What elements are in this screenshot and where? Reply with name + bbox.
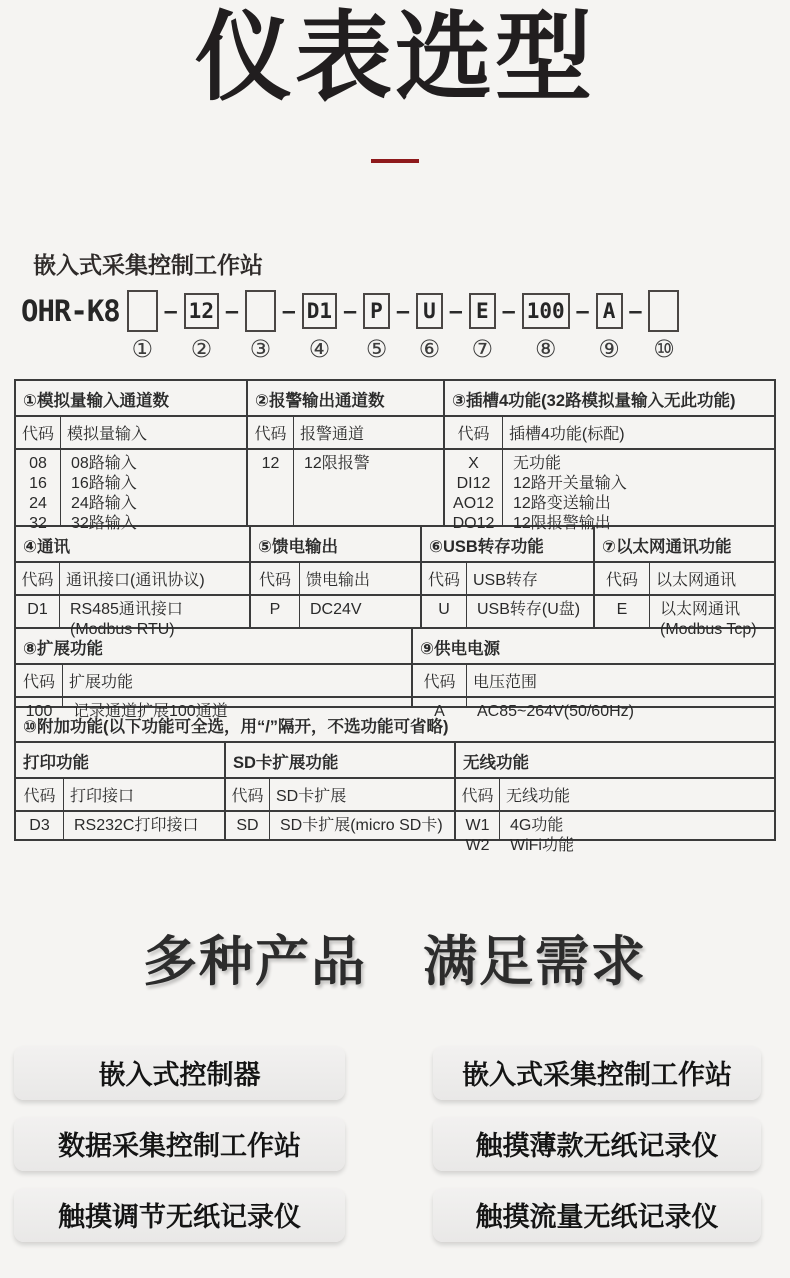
code-column [16, 812, 64, 839]
code-header: 代码 [16, 417, 61, 448]
code-header: 代码 [16, 779, 64, 810]
segment-number-9: ⑨ [598, 335, 620, 363]
model-segment-1 [127, 290, 158, 363]
code-value: DO12 [452, 514, 495, 532]
model-box-3 [245, 290, 276, 332]
desc-header: 以太网通讯 [656, 571, 737, 589]
desc-column [467, 698, 774, 720]
dash: – [281, 296, 296, 325]
subsection-title: 无线功能 [456, 743, 774, 779]
code-value: W1 [465, 816, 490, 834]
additional-subsections [16, 743, 774, 854]
section-header-row [248, 417, 443, 450]
section-data [248, 450, 443, 525]
section-title: ⑧扩展功能 [16, 629, 411, 665]
desc-value: (Modbus RTU) [70, 620, 175, 638]
section-title: ④通讯 [16, 527, 249, 563]
dash: – [575, 296, 590, 325]
dash: – [343, 296, 357, 325]
code-header: 代码 [16, 665, 63, 696]
model-box-2: 12 [184, 293, 219, 329]
product-button-embedded-controller[interactable]: 嵌入式控制器 [14, 1046, 345, 1100]
section-data [16, 596, 249, 638]
section-title: ⑨供电电源 [413, 629, 774, 665]
desc-value: USB转存(U盘) [477, 600, 581, 618]
model-prefix: OHR-K8 [21, 293, 120, 328]
model-segment-3 [245, 290, 276, 363]
model-box-4: D1 [302, 293, 337, 329]
code-value: 08 [29, 454, 47, 472]
code-value: A [434, 702, 445, 720]
section-header-row [16, 563, 249, 596]
segment-number-7: ⑦ [471, 335, 494, 363]
section-communication [16, 527, 251, 638]
desc-header: 无线功能 [506, 787, 571, 805]
desc-header: 插槽4功能(标配) [509, 425, 625, 443]
section-header-row [226, 779, 454, 812]
subsection-sd-card [226, 743, 456, 839]
desc-value: 16路输入 [71, 474, 137, 492]
desc-value: 4G功能 [510, 816, 564, 834]
section-header-row [595, 563, 774, 596]
section-ethernet [595, 527, 774, 638]
section-title: ⑥USB转存功能 [422, 527, 593, 563]
product-button-touch-flow-paperless-recorder[interactable]: 触摸流量无纸记录仪 [433, 1188, 761, 1242]
segment-number-1: ① [131, 335, 154, 363]
title-divider [371, 159, 419, 163]
desc-header: 模拟量输入 [67, 425, 148, 443]
model-segment-6 [416, 290, 443, 363]
dash: – [224, 296, 239, 325]
segment-number-10: ⑩ [653, 335, 675, 363]
desc-value: 12限报警输出 [513, 514, 611, 532]
subsection-wireless [456, 743, 774, 854]
product-grid [14, 1046, 776, 1242]
product-button-embedded-acquisition-workstation[interactable]: 嵌入式采集控制工作站 [433, 1046, 761, 1100]
desc-column [300, 596, 420, 627]
section-data [16, 450, 246, 532]
model-box-8: 100 [522, 293, 570, 329]
section-feed-output [251, 527, 422, 627]
code-value: 12 [261, 454, 280, 472]
section-alarm-output [248, 381, 445, 525]
code-value: U [438, 600, 450, 618]
desc-value: (Modbus Tcp) [660, 620, 757, 638]
code-header: 代码 [226, 779, 270, 810]
model-segment-4 [302, 290, 337, 363]
headline-left: 多种产品 [143, 931, 367, 992]
desc-header: 电压范围 [473, 673, 538, 691]
desc-value: RS232C打印接口 [74, 816, 199, 834]
desc-value: SD卡扩展(micro SD卡) [280, 816, 443, 834]
code-value: D3 [29, 816, 50, 834]
model-segment-9 [596, 290, 623, 363]
desc-value: 12路变送输出 [513, 494, 611, 512]
section-title: ③插槽4功能(32路模拟量输入无此功能) [445, 381, 774, 417]
desc-column [500, 812, 774, 854]
code-column [16, 596, 60, 627]
desc-value: 12限报警 [304, 454, 370, 472]
section-title: ①模拟量输入通道数 [16, 381, 246, 417]
dash: – [395, 296, 410, 325]
section-slot4-function [445, 381, 774, 532]
desc-column [61, 450, 246, 532]
dash: – [628, 296, 643, 325]
code-value: 100 [25, 702, 53, 720]
section-data [422, 596, 593, 627]
subsection-print [16, 743, 226, 839]
desc-header: SD卡扩展 [276, 787, 347, 805]
section-analog-input [16, 381, 248, 532]
desc-header: 馈电输出 [306, 571, 371, 589]
headline-right: 满足需求 [423, 931, 647, 992]
model-segment-5 [363, 290, 390, 363]
code-header: 代码 [422, 563, 467, 594]
desc-header: 扩展功能 [69, 673, 134, 691]
code-value: 32 [29, 514, 47, 532]
section-header-row [422, 563, 593, 596]
section-data [413, 698, 774, 720]
section-additional-title: ⑩附加功能(以下功能可全选，用“/”隔开，不选功能可省略) [16, 708, 774, 743]
code-value: AO12 [453, 494, 494, 512]
model-box-6: U [416, 293, 443, 329]
code-header: 代码 [251, 563, 300, 594]
section-header-row [16, 779, 224, 812]
desc-value: 记录通道扩展100通道 [73, 702, 228, 720]
segment-number-3: ③ [249, 335, 272, 363]
code-value: W2 [465, 836, 490, 854]
code-value: 24 [29, 494, 47, 512]
section-expansion [16, 629, 413, 720]
dash: – [448, 296, 463, 325]
subsection-title: 打印功能 [16, 743, 224, 779]
model-segment-2 [184, 290, 219, 363]
desc-value: 08路输入 [71, 454, 137, 472]
subsection-title: SD卡扩展功能 [226, 743, 454, 779]
model-box-10 [648, 290, 679, 332]
code-value: SD [236, 816, 259, 834]
section-header-row [456, 779, 774, 812]
code-column [16, 698, 63, 720]
section-data [456, 812, 774, 854]
table-band-1 [16, 381, 774, 532]
code-value: P [269, 600, 281, 618]
product-series-title: 嵌入式采集控制工作站 [33, 251, 263, 278]
desc-value: 32路输入 [71, 514, 137, 532]
section-header-row [16, 665, 411, 698]
code-column [251, 596, 300, 627]
table-band-3 [16, 629, 774, 720]
section-header-row [445, 417, 774, 450]
section-header-row [16, 417, 246, 450]
code-value: X [468, 454, 479, 472]
section-data [16, 812, 224, 839]
desc-value: 无功能 [513, 454, 562, 472]
code-value: 16 [29, 474, 47, 492]
desc-column [270, 812, 454, 839]
model-box-9: A [596, 293, 623, 329]
dash: – [163, 296, 178, 325]
code-column [445, 450, 503, 532]
code-value: D1 [27, 600, 48, 618]
section-header-row [251, 563, 420, 596]
product-button-data-acquisition-workstation[interactable]: 数据采集控制工作站 [14, 1117, 345, 1171]
desc-value: 24路输入 [71, 494, 137, 512]
model-segment-8 [522, 290, 570, 363]
section-header-row [413, 665, 774, 698]
section-title: ②报警输出通道数 [248, 381, 443, 417]
page-title: 仪表选型 [195, 3, 595, 112]
code-value: DI12 [456, 474, 491, 492]
product-button-touch-slim-paperless-recorder[interactable]: 触摸薄款无纸记录仪 [433, 1117, 761, 1171]
code-header: 代码 [456, 779, 500, 810]
dash: – [501, 296, 516, 325]
model-box-1 [127, 290, 158, 332]
code-column [248, 450, 294, 525]
desc-value: RS485通讯接口 [70, 600, 183, 618]
segment-number-4: ④ [308, 335, 331, 363]
section-power-supply [413, 629, 774, 720]
desc-header: 打印接口 [70, 787, 135, 805]
model-segment-10 [648, 290, 679, 363]
desc-value: 以太网通讯 [660, 600, 741, 618]
headline [0, 919, 790, 996]
code-column [422, 596, 467, 627]
desc-column [64, 812, 224, 839]
segment-number-5: ⑤ [365, 335, 388, 363]
code-header: 代码 [16, 563, 60, 594]
table-band-4 [16, 708, 774, 854]
code-column [226, 812, 270, 839]
model-segment-7 [469, 290, 496, 363]
desc-header: 报警通道 [300, 425, 365, 443]
segment-number-6: ⑥ [418, 335, 441, 363]
code-header: 代码 [595, 563, 650, 594]
desc-value: AC85~264V(50/60Hz) [477, 702, 634, 720]
desc-column [60, 596, 249, 638]
desc-value: 12路开关量输入 [513, 474, 627, 492]
desc-column [503, 450, 774, 532]
desc-column [467, 596, 593, 627]
section-data [595, 596, 774, 638]
desc-column [650, 596, 774, 638]
desc-value: WiFi功能 [510, 836, 574, 854]
code-column [456, 812, 500, 854]
code-value: E [616, 600, 628, 618]
desc-header: 通讯接口(通讯协议) [66, 571, 205, 589]
code-header: 代码 [413, 665, 467, 696]
code-column [16, 450, 61, 532]
section-data [226, 812, 454, 839]
table-band-2 [16, 527, 774, 638]
code-column [595, 596, 650, 627]
segment-number-8: ⑧ [534, 335, 557, 363]
selection-table [14, 379, 776, 854]
section-title: ⑦以太网通讯功能 [595, 527, 774, 563]
code-header: 代码 [248, 417, 294, 448]
code-header: 代码 [445, 417, 503, 448]
section-title: ⑤馈电输出 [251, 527, 420, 563]
desc-column [294, 450, 443, 525]
model-code-row [21, 290, 790, 363]
model-box-5: P [363, 293, 390, 329]
model-box-7: E [469, 293, 496, 329]
section-data [251, 596, 420, 627]
section-data [445, 450, 774, 532]
product-button-touch-regulating-paperless-recorder[interactable]: 触摸调节无纸记录仪 [14, 1188, 345, 1242]
desc-column [63, 698, 411, 720]
segment-number-2: ② [190, 335, 213, 363]
desc-value: DC24V [310, 600, 362, 618]
section-data [16, 698, 411, 720]
section-usb-transfer [422, 527, 595, 627]
desc-header: USB转存 [473, 571, 538, 589]
code-column [413, 698, 467, 720]
